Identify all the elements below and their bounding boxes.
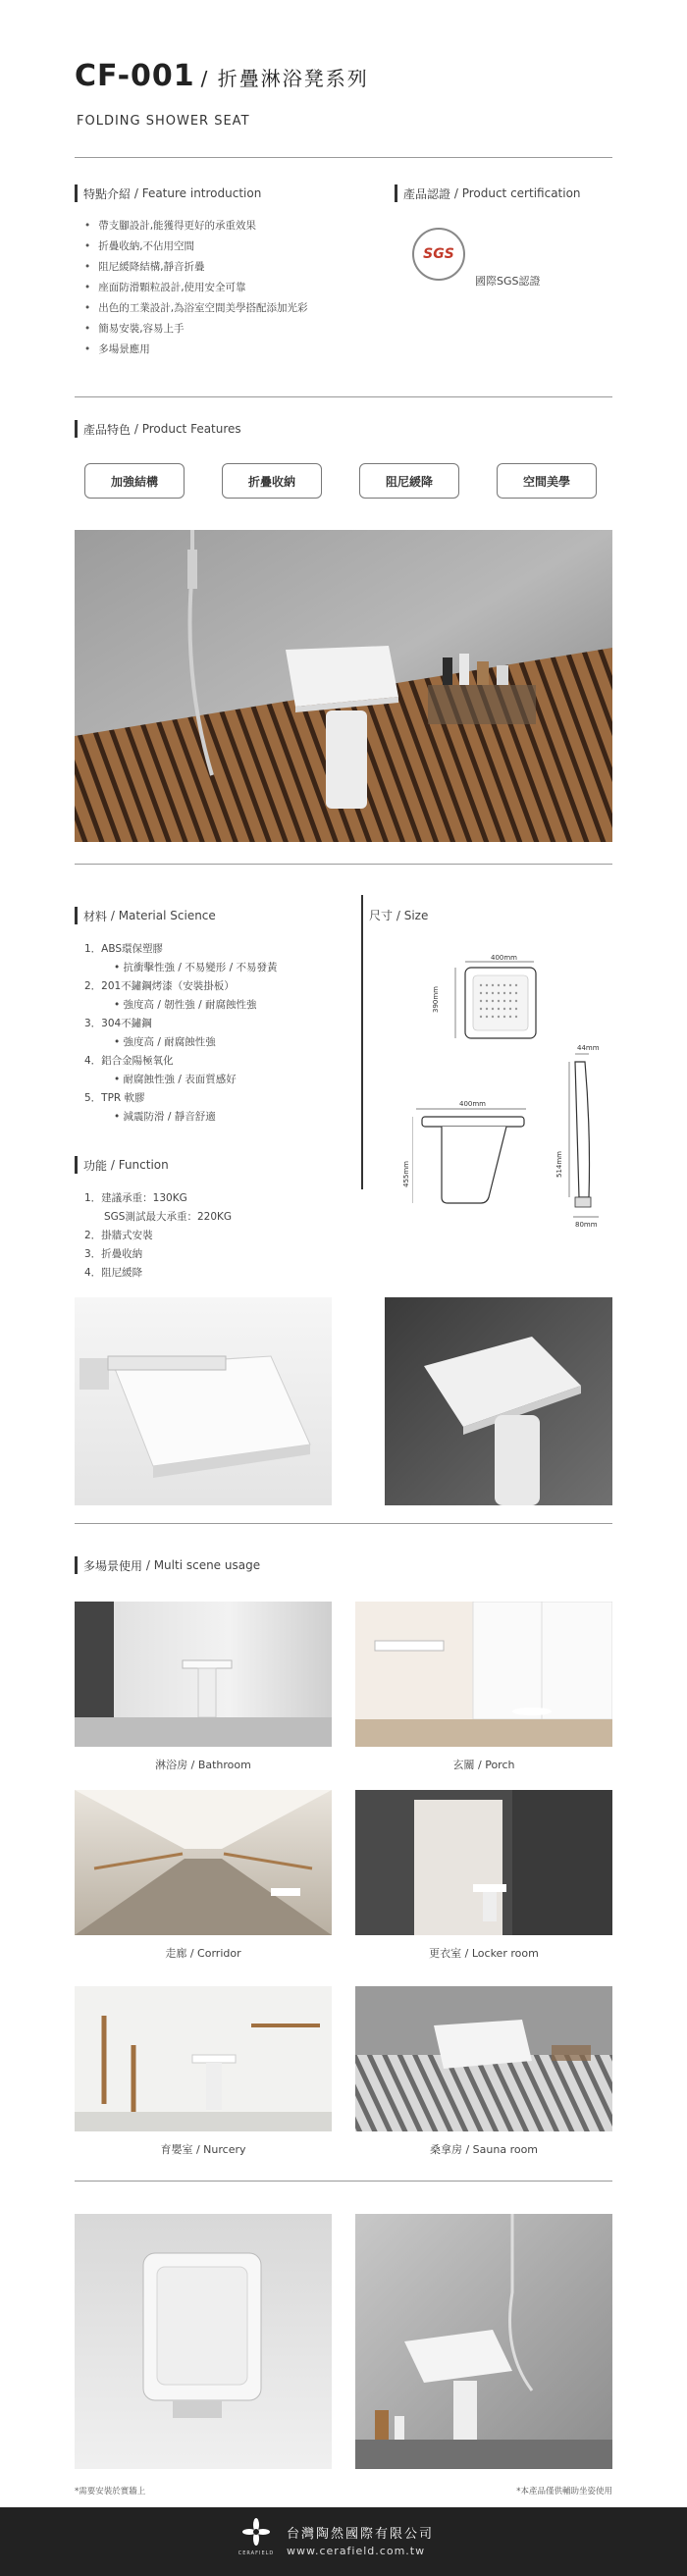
dim-fold-depth: 44mm	[577, 1044, 600, 1052]
divider	[75, 396, 612, 397]
page-title	[75, 59, 369, 93]
product-photo-dark	[385, 1297, 612, 1505]
scene-photo-porch	[355, 1602, 612, 1747]
scene-render	[355, 1790, 612, 1935]
model-name: CF-001	[75, 59, 195, 93]
material-title-cn: 材料	[83, 909, 108, 923]
scene-photo-bathroom	[75, 1602, 332, 1747]
series-en: FOLDING SHOWER SEAT	[77, 114, 250, 129]
heading-bar	[75, 907, 78, 924]
note-left: *需要安裝於實牆上	[75, 2487, 146, 2497]
dim-fold-base: 80mm	[575, 1221, 598, 1229]
scene-photo-nursery	[75, 1986, 332, 2131]
divider	[75, 1523, 612, 1524]
material-line: • 抗衝擊性強 / 不易變形 / 不易發黃	[114, 962, 278, 973]
dim-top-depth: 390mm	[432, 986, 440, 1013]
dim-side-width: 400mm	[459, 1100, 486, 1108]
material-heading	[75, 907, 216, 924]
features-title-cn: 產品特色	[83, 422, 132, 437]
install-photo-open	[355, 2214, 612, 2469]
material-line: 3．304不鏽鋼	[84, 1018, 152, 1029]
material-line: • 減震防滑 / 靜音舒適	[114, 1111, 216, 1123]
function-heading	[75, 1156, 169, 1174]
scene-caption: 淋浴房 / Bathroom	[155, 1759, 251, 1771]
install-render	[355, 2214, 612, 2469]
dimension-drawing	[412, 934, 618, 1229]
material-line: 2．201不鏽鋼烤漆（安裝掛板）	[84, 980, 235, 992]
scene-render	[355, 1986, 612, 2131]
feature-tag-aesthetics: 空間美學	[497, 463, 597, 499]
hero-illustration	[75, 530, 612, 842]
divider	[75, 864, 612, 865]
product-photo-folded	[75, 1297, 332, 1505]
material-line: 5．TPR 軟膠	[84, 1092, 145, 1104]
function-line: 3．折疊收納	[84, 1248, 143, 1260]
brand-logo	[232, 2517, 281, 2556]
scenes-title-en: / Multi scene usage	[145, 1558, 261, 1572]
function-list	[84, 1189, 232, 1283]
scene-caption: 玄關 / Porch	[452, 1759, 515, 1771]
features-heading	[75, 420, 241, 438]
series-cn: / 折疊淋浴凳系列	[200, 67, 369, 90]
heading-bar	[75, 1556, 78, 1574]
size-heading	[369, 907, 428, 923]
intro-item: • 出色的工業設計,為浴室空間美學搭配添加光彩	[84, 298, 308, 319]
intro-heading	[75, 184, 261, 202]
hero-product-photo	[75, 530, 612, 842]
scene-caption: 更衣室 / Locker room	[429, 1947, 539, 1960]
cert-title-cn: 產品認證	[403, 186, 451, 201]
cert-title-en: / Product certification	[453, 186, 581, 200]
intro-item: • 簡易安裝,容易上手	[84, 319, 308, 340]
function-line: 4．阻尼緩降	[84, 1267, 143, 1279]
material-line: 4．鋁合金陽極氧化	[84, 1055, 174, 1067]
note-right: *本產品僅供輔助坐姿使用	[516, 2487, 612, 2497]
heading-bar	[75, 1156, 78, 1174]
dim-top-width: 400mm	[491, 954, 517, 962]
scene-photo-sauna	[355, 1986, 612, 2131]
install-photo-folded	[75, 2214, 332, 2469]
intro-item: • 帶支腳設計,能獲得更好的承重效果	[84, 216, 308, 237]
scene-render	[75, 1602, 332, 1747]
size-title-cn: 尺寸	[369, 909, 394, 922]
dim-fold-height: 514mm	[555, 1151, 563, 1178]
heading-bar	[75, 420, 78, 438]
function-line: SGS測試最大承重：220KG	[104, 1211, 233, 1223]
scene-photo-locker	[355, 1790, 612, 1935]
intro-list	[84, 216, 308, 360]
sgs-logo	[412, 228, 465, 281]
size-diagram	[412, 934, 618, 1229]
material-list	[84, 940, 277, 1127]
scene-render	[355, 1602, 612, 1747]
divider	[75, 157, 612, 158]
scene-photo-corridor	[75, 1790, 332, 1935]
cert-heading	[395, 184, 581, 202]
heading-bar	[75, 184, 78, 202]
install-render	[75, 2214, 332, 2469]
scene-render	[75, 1790, 332, 1935]
product-render	[75, 1297, 332, 1505]
feature-tag-folding: 折疊收納	[222, 463, 322, 499]
function-title-en: / Function	[110, 1158, 169, 1172]
intro-title-cn: 特點介紹	[83, 186, 132, 201]
scene-render	[75, 1986, 332, 2131]
company-website[interactable]: www.cerafield.com.tw	[287, 2545, 426, 2557]
material-line: • 強度高 / 韌性強 / 耐腐蝕性強	[114, 999, 257, 1011]
size-column-bar	[361, 895, 363, 1189]
sgs-logo-text: SGS	[423, 246, 454, 262]
intro-item: • 折疊收納,不佔用空間	[84, 237, 308, 257]
sgs-label: 國際SGS認證	[475, 275, 541, 288]
scene-caption: 育嬰室 / Nurcery	[160, 2143, 246, 2156]
scenes-heading	[75, 1556, 260, 1574]
intro-item: • 阻尼緩降結構,靜音折疊	[84, 257, 308, 278]
material-title-en: / Material Science	[110, 909, 216, 922]
features-title-en: / Product Features	[133, 422, 241, 436]
scene-caption: 走廊 / Corridor	[165, 1947, 241, 1960]
dim-side-height: 455mm	[402, 1161, 410, 1187]
scene-caption: 桑拿房 / Sauna room	[429, 2143, 539, 2156]
intro-item: • 座面防滑顆粒設計,使用安全可靠	[84, 278, 308, 298]
brand-small: CERAFIELD	[238, 2550, 275, 2556]
company-name: 台灣陶然國際有限公司	[287, 2527, 435, 2542]
scenes-title-cn: 多場景使用	[83, 1558, 143, 1573]
intro-title-en: / Feature introduction	[133, 186, 262, 200]
feature-tag-reinforced: 加強結構	[84, 463, 185, 499]
material-line: • 耐腐蝕性強 / 表面質感好	[114, 1074, 237, 1085]
feature-tag-damping: 阻尼緩降	[359, 463, 459, 499]
function-line: 1．建議承重：130KG	[84, 1192, 187, 1204]
material-line: 1．ABS環保塑膠	[84, 943, 164, 955]
heading-bar	[395, 184, 397, 202]
product-render	[385, 1297, 612, 1505]
intro-item: • 多場景應用	[84, 340, 308, 360]
divider	[75, 2181, 612, 2182]
size-title-en: / Size	[396, 908, 429, 922]
material-line: • 強度高 / 耐腐蝕性強	[114, 1036, 216, 1048]
function-line: 2．掛牆式安裝	[84, 1230, 153, 1241]
flower-logo-icon	[241, 2517, 271, 2547]
function-title-cn: 功能	[83, 1158, 108, 1173]
footer	[0, 2507, 687, 2576]
